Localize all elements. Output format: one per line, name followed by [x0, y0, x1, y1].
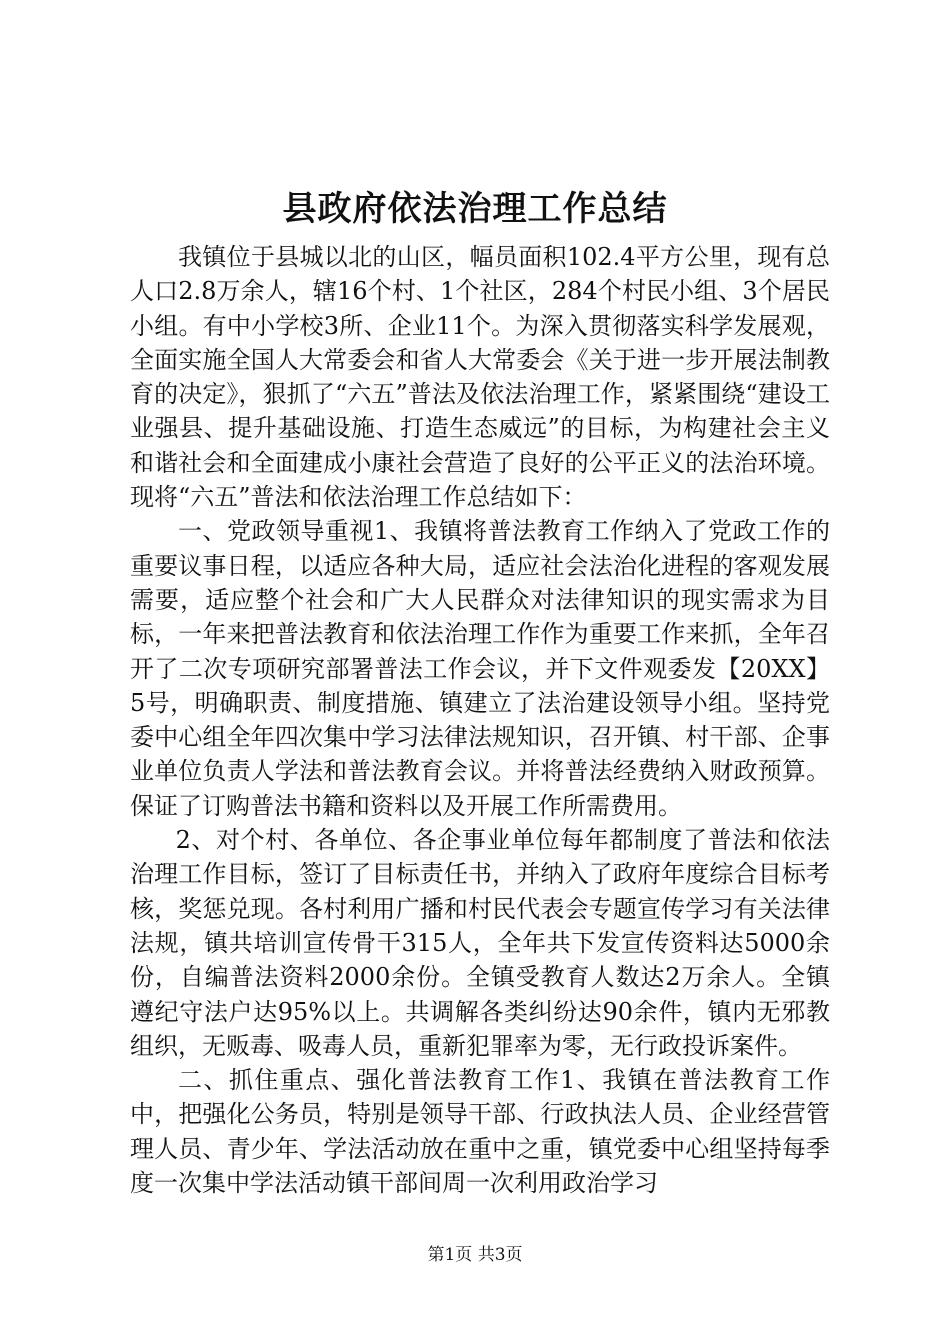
document-body: [130, 240, 830, 1200]
page-footer: 第1页 共3页: [427, 1245, 523, 1265]
paragraph-section-1-item-2: 2、对个村、各单位、各企事业单位每年都制度了普法和依法治理工作目标，签订了目标责任书，并纳入了政府年度综合目标考核，奖惩兑现。各村利用广播和村民代表会专题宣传学习有关法律法规，镇共培训宣传骨干315人，全年共下发宣传资料达5000余份，自编普法资料2000余份。全镇受教育人数达2万余人。全镇遵纪守法户达95%以上。共调解各类纠纷达90余件，镇内无邪教组织，无贩毒、吸毒人员，重新犯罪率为零，无行政投诉案件。: [130, 826, 830, 1060]
paragraph-section-2: 二、抓住重点、强化普法教育工作1、我镇在普法教育工作中，把强化公务员，特别是领导干部、行政执法人员、企业经营管理人员、青少年、学法活动放在重中之重，镇党委中心组坚持每季度一次集中学法活动镇干部间周一次利用政治学习: [130, 1066, 830, 1198]
document-title: 县政府依法治理工作总结: [282, 189, 668, 229]
paragraph-section-1: 一、党政领导重视1、我镇将普法教育工作纳入了党政工作的重要议事日程，以适应各种大局，适应社会法治化进程的客观发展需要，适应整个社会和广大人民群众对法律知识的现实需求为目标，一年来把普法教育和依法治理工作作为重要工作来抓，全年召开了二次专项研究部署普法工作会议，并下文件观委发【20XX】5号，明确职责、制度措施、镇建立了法治建设领导小组。坚持党委中心组全年四次集中学习法律法规知识，召开镇、村干部、企事业单位负责人学法和普法教育会议。并将普法经费纳入财政预算。保证了订购普法书籍和资料以及开展工作所需费用。: [130, 517, 830, 820]
paragraph-intro: 我镇位于县城以北的山区，幅员面积102.4平方公里，现有总人口2.8万余人，辖16个村、1个社区，284个村民小组、3个居民小组。有中小学校3所、企业11个。为深入贯彻落实科学发展观，全面实施全国人大常委会和省人大常委会《关于进一步开展法制教育的决定》，狠抓了“六五”普法及依法治理工作，紧紧围绕“建设工业强县、提升基础设施、打造生态威远”的目标，为构建社会主义和谐社会和全面建成小康社会营造了良好的公平正义的法治环境。现将“六五”普法和依法治理工作总结如下：: [130, 243, 830, 512]
